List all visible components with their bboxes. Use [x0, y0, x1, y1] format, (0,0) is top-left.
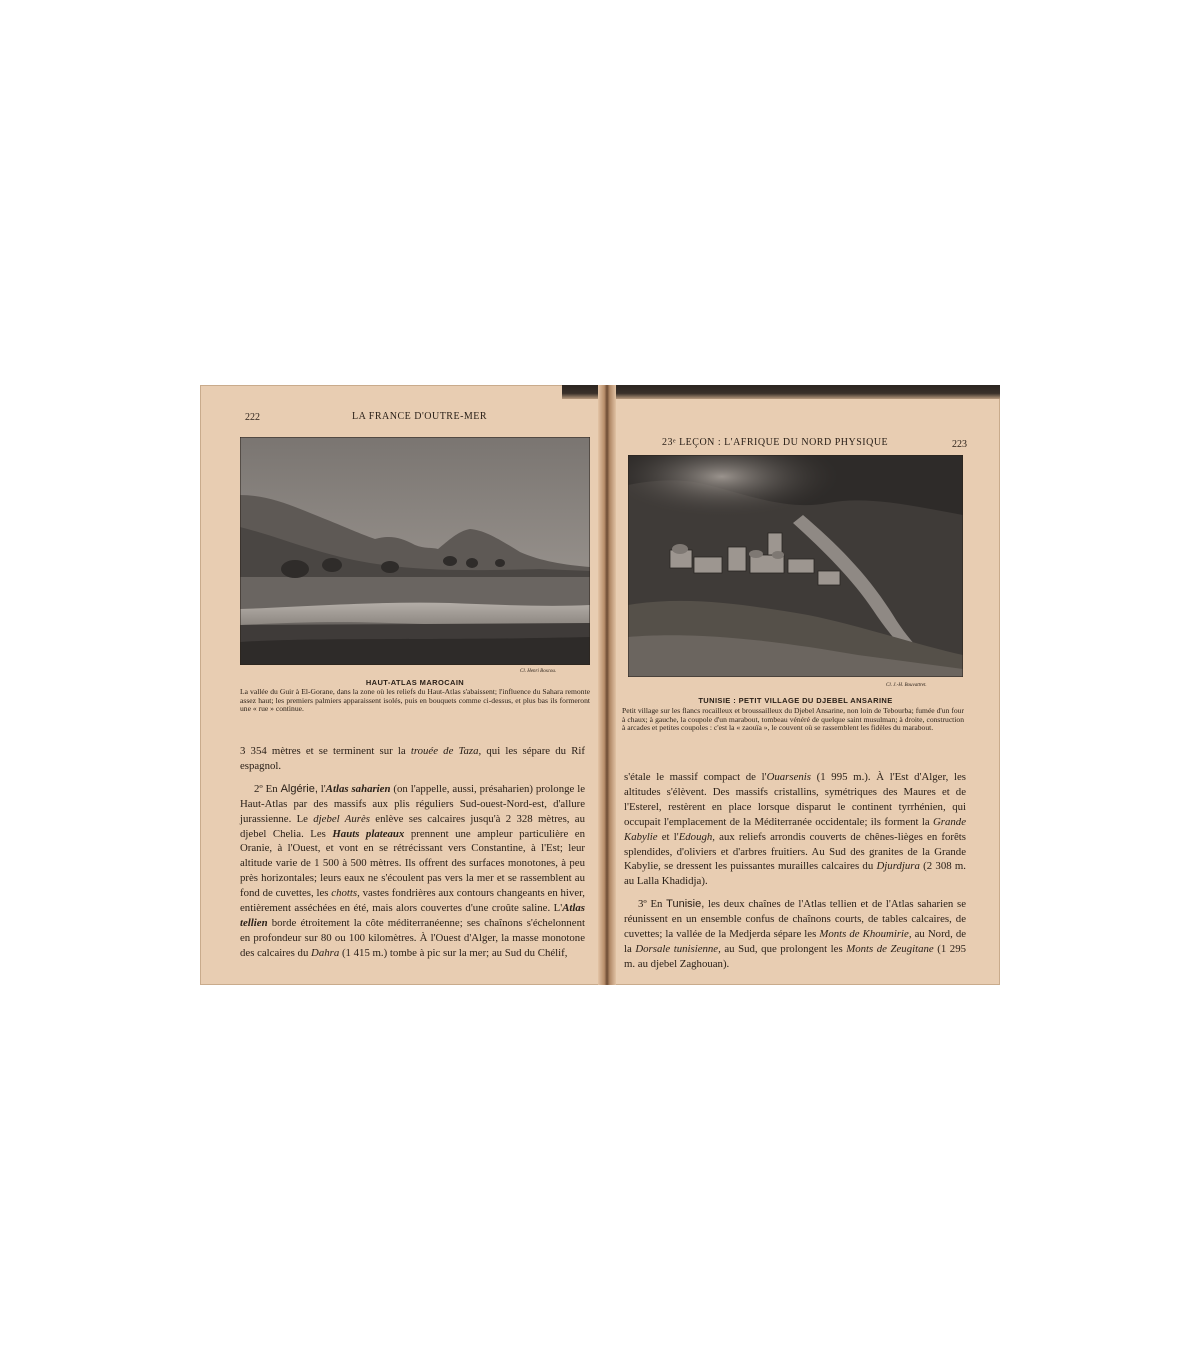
- right-paragraph-1: s'étale le massif compact de l'Ouarsenis (1 995 m.). À l'Est d'Alger, les altitudes s'élèvent. Des massifs cristallins, symétriques des Maures et de l'Esterel, restèrent en place lorsque disparut le continent tyrrhénien, qui occupait l'emplacement de la Méditerranée occidentale; ils forment la Grande Kabylie et l'Edough, aux reliefs arrondis couverts de chênes-lièges en forêts splendides, d'oliviers et d'arbres fruitiers. Au Sud des granites de la Grande Kabylie, se dressent les puissantes murailles calcaires du Djurdjura (2 308 m. au Lalla Khadidja).: [624, 771, 967, 888]
- right-caption-paragraph: Petit village sur les flancs rocailleux et broussailleux du Djebel Ansarine, non loin de Tebourba; fumée d'un four à chaux; à gauche, la coupole d'un marabout, tombeau vénéré de quelque saint musulman; à droite, construction à arcades et petites coupoles : c'est la « zaouïa », le couvent où se rassemblent les fidèles du marabout.: [622, 706, 964, 733]
- left-page-number: 222: [245, 412, 260, 423]
- right-caption-text: [622, 707, 964, 733]
- djebel-ansarine-photo: [628, 455, 963, 677]
- left-page: [200, 385, 598, 985]
- right-running-head: 23ᵉ LEÇON : L'AFRIQUE DU NORD PHYSIQUE: [662, 437, 889, 448]
- right-caption-title: TUNISIE : PETIT VILLAGE DU DJEBEL ANSARINE: [698, 696, 893, 705]
- left-paragraph-1: 3 354 mètres et se terminent sur la trouée de Taza, qui les sépare du Rif espagnol.: [240, 745, 586, 772]
- right-page-number: 223: [952, 439, 967, 450]
- book-gutter: [598, 385, 616, 985]
- right-page: [616, 385, 1000, 985]
- open-book: [200, 385, 1000, 985]
- haut-atlas-photo: [240, 437, 590, 665]
- left-photo-credit: Cl. Henri Boscou.: [520, 669, 557, 674]
- left-paragraph-2: 2º En Algérie, l'Atlas saharien (on l'appelle, aussi, présaharien) prolonge le Haut-Atlas par des massifs aux plis réguliers Sud-ouest-Nord-est, d'allure jurassienne. Le djebel Aurès enlève ses calcaires jusqu'à 2 328 mètres, au djebel Chelia. Les Hauts plateaux prennent une ampleur particulière en Oranie, à l'Ouest, et vont en se rétrécissant vers Constantine, à l'Est; leur altitude varie de 1 500 à 500 mètres. Ils offrent des surfaces monotones, à peu près horizontales; leurs eaux ne s'écoulent pas vers la mer et se rassemblent au fond de cuvettes, les chotts, vastes fondrières aux contours changeants en hiver, entièrement asséchées en été, mais alors couvertes d'une croûte saline. L'Atlas tellien borde étroitement la côte méditerranéenne; ses chaînons s'échelonnent en profondeur sur 80 ou 100 kilomètres. À l'Ouest d'Alger, la masse monotone des calcaires du Dahra (1 415 m.) tombe à pic sur la mer; au Sud du Chélif,: [240, 782, 585, 959]
- left-caption-title: HAUT-ATLAS MAROCAIN: [365, 678, 465, 687]
- left-caption-text: [240, 688, 590, 714]
- left-body-text: [240, 744, 585, 961]
- right-paragraph-2: 3º En Tunisie, les deux chaînes de l'Atlas tellien et de l'Atlas saharien se réunissent en un ensemble confus de chaînons courts, de tables calcaires, de cuvettes; la vallée de la Medjerda sépare les Monts de Khoumirie, au Nord, de la Dorsale tunisienne, au Sud, que prolongent les Monts de Zeugitane (1 295 m. au djebel Zaghouan).: [624, 898, 967, 970]
- left-caption-paragraph: La vallée du Guir à El-Gorane, dans la zone où les reliefs du Haut-Atlas s'abaissent; l'influence du Sahara remonte assez haut; les premiers palmiers apparaissent isolés, puis en bouquets comme ci-dessus, et plus bas ils formeront une « rue » continue.: [240, 687, 590, 714]
- right-photo-credit: Cl. J.-H. Bouvattret.: [886, 683, 927, 688]
- right-body-text: [624, 770, 966, 972]
- left-running-head: LA FRANCE D'OUTRE-MER: [352, 411, 488, 422]
